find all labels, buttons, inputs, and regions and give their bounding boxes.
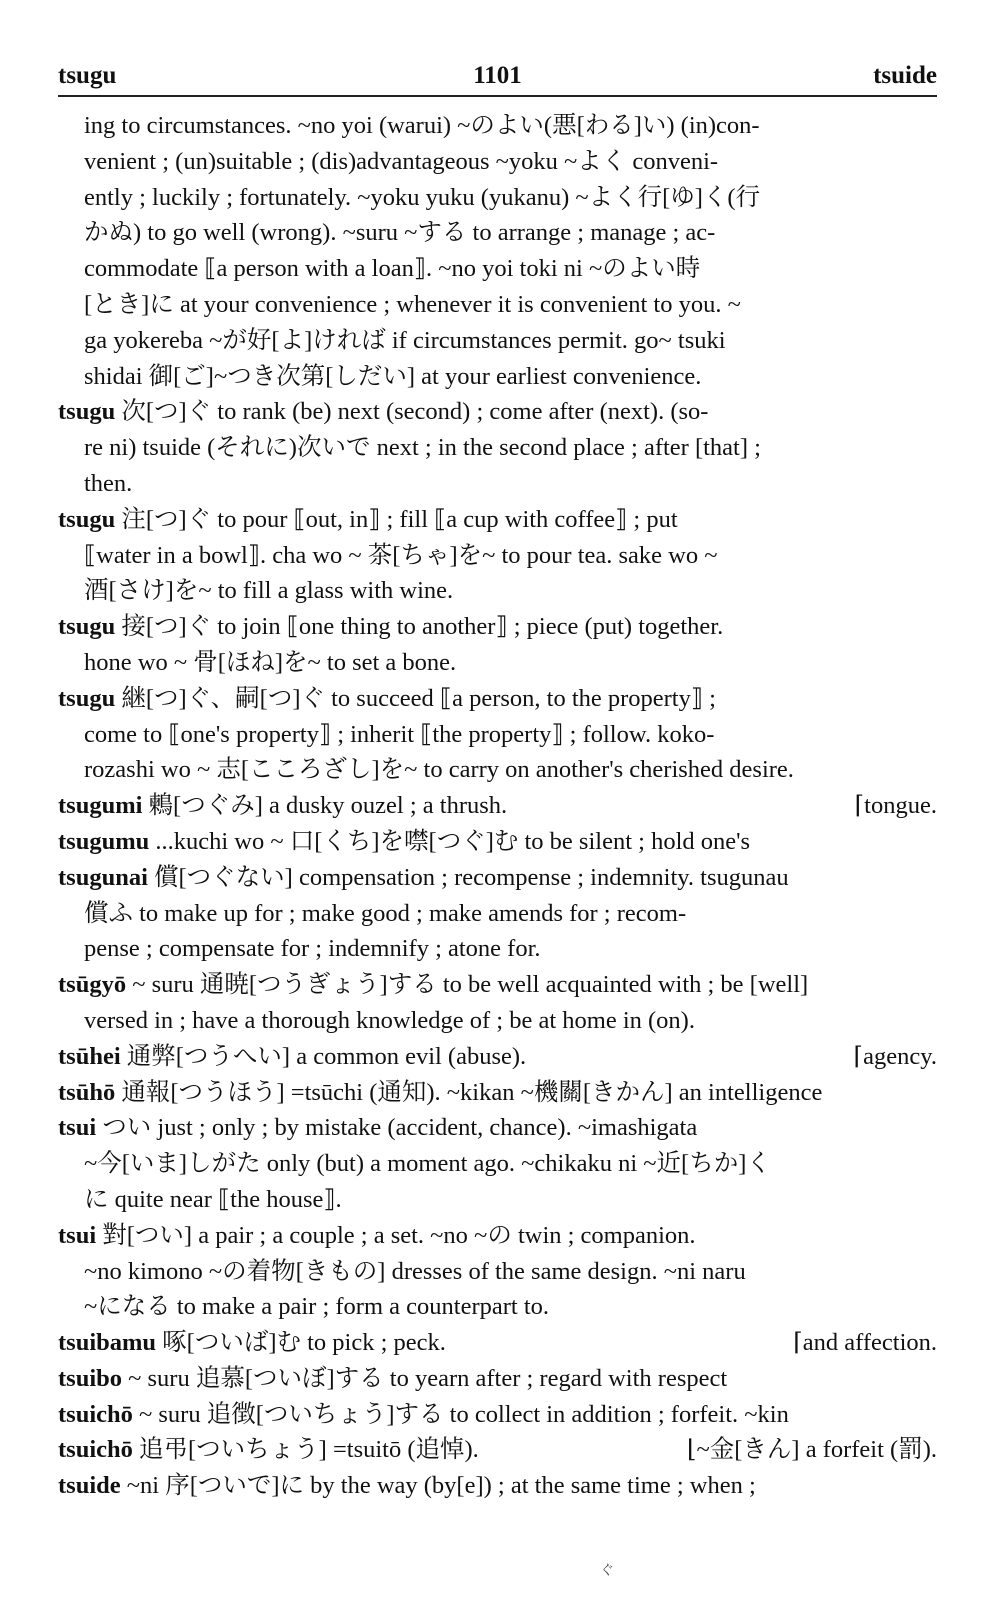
entry-text: かぬ) to go well (wrong). ~suru ~する to arrange ; manage ; ac-	[84, 219, 716, 247]
entry-text: に quite near ⟦the house⟧.	[84, 1185, 342, 1213]
entry-continuation-line	[58, 430, 937, 466]
entry-text: ently ; luckily ; fortunately. ~yoku yuku (yukanu) ~よく行[ゆ]く(行	[84, 183, 761, 211]
entry-continuation-line	[58, 108, 937, 144]
entry-continuation-line	[58, 931, 937, 967]
entry-headword-line	[58, 1432, 937, 1468]
entry-continuation-line	[58, 466, 937, 502]
entry-continuation-line	[58, 538, 937, 574]
entry-text: 酒[さけ]を~ to fill a glass with wine.	[84, 577, 454, 605]
entry-text: then.	[84, 469, 133, 497]
headword-term: tsui	[58, 1221, 97, 1249]
entry-headword-line	[58, 1468, 937, 1504]
headword-term: tsugu	[58, 613, 116, 641]
entry-headword-line	[58, 1325, 937, 1361]
headword-term: tsuide	[58, 1472, 121, 1500]
margin-continuation-note: ⌈agency.	[853, 1042, 937, 1070]
headword: tsugu 次[つ]ぐ to rank (be) next (second) ; come after (next). (so-	[58, 398, 709, 426]
headword-term: tsugu	[58, 505, 116, 533]
headword-term: tsūgyō	[58, 971, 127, 999]
headword: tsugumi 鶫[つぐみ] a dusky ouzel ; a thrush.	[58, 792, 508, 820]
entry-continuation-line	[58, 287, 937, 323]
headword: tsuichō 追弔[ついちょう] =tsuitō (追悼).	[58, 1436, 479, 1464]
headword: tsui 對[つい] a pair ; a couple ; a set. ~no ~の twin ; companion.	[58, 1221, 696, 1249]
headword: tsūhō 通報[つうほう] =tsūchi (通知). ~kikan ~機關[きかん] an intelligence	[58, 1078, 823, 1106]
headword: tsūhei 通弊[つうへい] a common evil (abuse).	[58, 1042, 527, 1070]
headword-term: tsugumi	[58, 792, 143, 820]
headword-term: tsugu	[58, 398, 116, 426]
entry-continuation-line	[58, 752, 937, 788]
headword: tsuibamu 啄[ついば]む to pick ; peck.	[58, 1329, 446, 1357]
entry-text: commodate ⟦a person with a loan⟧. ~no yoi toki ni ~のよい時	[84, 255, 701, 283]
entry-text: come to ⟦one's property⟧ ; inherit ⟦the property⟧ ; follow. koko-	[84, 720, 715, 748]
entry-text: re ni) tsuide (それに)次いで next ; in the second place ; after [that] ;	[84, 434, 761, 462]
entry-continuation-line	[58, 1289, 937, 1325]
page-header	[58, 50, 937, 90]
entry-headword-line	[58, 681, 937, 717]
entry-text: ~no kimono ~の着物[きもの] dresses of the same design. ~ni naru	[84, 1257, 746, 1285]
entry-headword-line	[58, 1110, 937, 1146]
entry-continuation-line	[58, 323, 937, 359]
entry-text: ~になる to make a pair ; form a counterpart to.	[84, 1293, 549, 1321]
entry-continuation-line	[58, 1146, 937, 1182]
headword: tsui つい just ; only ; by mistake (accident, chance). ~imashigata	[58, 1114, 698, 1142]
headword: tsugumu ...kuchi wo ~ 口[くち]を噤[つぐ]む to be silent ; hold one's	[58, 827, 751, 855]
entry-headword-line	[58, 1075, 937, 1111]
page-number: 1101	[473, 62, 522, 89]
margin-continuation-note: ⌊~金[きん] a forfeit (罰).	[686, 1436, 937, 1464]
entry-text: venient ; (un)suitable ; (dis)advantageous ~yoku ~よく conveni-	[84, 147, 719, 175]
entry-text: hone wo ~ 骨[ほね]を~ to set a bone.	[84, 648, 457, 676]
headword-term: tsūhei	[58, 1042, 121, 1070]
header-rule	[58, 95, 937, 97]
entry-headword-line	[58, 609, 937, 645]
entry-headword-line	[58, 394, 937, 430]
margin-continuation-note: ⌈and affection.	[793, 1329, 937, 1357]
headword-term: tsuichō	[58, 1436, 133, 1464]
entry-text: ⟦water in a bowl⟧. cha wo ~ 茶[ちゃ]を~ to pour tea. sake wo ~	[84, 541, 718, 569]
headword-term: tsui	[58, 1114, 97, 1142]
entry-text: ga yokereba ~が好[よ]ければ if circumstances permit. go~ tsuki	[84, 326, 726, 354]
entry-continuation-line	[58, 1003, 937, 1039]
headword: tsūgyō ~ suru 通暁[つうぎょう]する to be well acquainted with ; be [well]	[58, 971, 809, 999]
headword-term: tsugumu	[58, 827, 150, 855]
entry-headword-line	[58, 1218, 937, 1254]
headword: tsugu 継[つ]ぐ、嗣[つ]ぐ to succeed ⟦a person, to the property⟧ ;	[58, 684, 716, 712]
entry-continuation-line	[58, 251, 937, 287]
entry-text: rozashi wo ~ 志[こころざし]を~ to carry on another's cherished desire.	[84, 756, 794, 784]
headword-term: tsuibamu	[58, 1329, 157, 1357]
entry-headword-line	[58, 1397, 937, 1433]
entry-headword-line	[58, 788, 937, 824]
entry-continuation-line	[58, 1182, 937, 1218]
margin-continuation-note: ⌈tongue.	[854, 792, 937, 820]
entry-continuation-line	[58, 144, 937, 180]
entry-continuation-line	[58, 359, 937, 395]
entry-text: pense ; compensate for ; indemnify ; atone for.	[84, 935, 541, 963]
entry-text: 償ふ to make up for ; make good ; make amends for ; recom-	[84, 899, 687, 927]
headword: tsuibo ~ suru 追慕[ついぼ]する to yearn after ; regard with respect	[58, 1364, 728, 1392]
entry-headword-line	[58, 1039, 937, 1075]
entry-text: shidai 御[ご]~つき次第[しだい] at your earliest convenience.	[84, 362, 702, 390]
entry-text: versed in ; have a thorough knowledge of ; be at home in (on).	[84, 1006, 695, 1034]
headword-term: tsugunai	[58, 863, 148, 891]
entry-headword-line	[58, 1361, 937, 1397]
header-left-guide: tsugu	[58, 62, 117, 89]
entry-continuation-line	[58, 717, 937, 753]
entry-continuation-line	[58, 180, 937, 216]
headword: tsugu 注[つ]ぐ to pour ⟦out, in⟧ ; fill ⟦a cup with coffee⟧ ; put	[58, 505, 678, 533]
entry-headword-line	[58, 967, 937, 1003]
headword: tsugunai 償[つぐない] compensation ; recompense ; indemnity. tsugunau	[58, 863, 789, 891]
headword: tsuichō ~ suru 追徴[ついちょう]する to collect in addition ; forfeit. ~kin	[58, 1400, 789, 1428]
headword-term: tsuibo	[58, 1364, 123, 1392]
entry-headword-line	[58, 502, 937, 538]
entry-text: ing to circumstances. ~no yoi (warui) ~のよい(悪[わる]い) (in)con-	[84, 112, 760, 139]
headword-term: tsuichō	[58, 1400, 133, 1428]
entry-text: [とき]に at your convenience ; whenever it is convenient to you. ~	[84, 290, 741, 318]
headword-term: tsugu	[58, 684, 116, 712]
entry-text: ~今[いま]しがた only (but) a moment ago. ~chikaku ni ~近[ちか]く	[84, 1150, 771, 1178]
header-right-guide: tsuide	[873, 62, 937, 89]
entry-continuation-line	[58, 896, 937, 932]
entry-continuation-line	[58, 645, 937, 681]
entry-continuation-line	[58, 573, 937, 609]
entry-headword-line	[58, 824, 937, 860]
headword-term: tsūhō	[58, 1078, 116, 1106]
entry-headword-line	[58, 860, 937, 896]
footer-mark: ぐ	[600, 1564, 614, 1579]
headword: tsugu 接[つ]ぐ to join ⟦one thing to another⟧ ; piece (put) together.	[58, 613, 724, 641]
headword: tsuide ~ni 序[ついで]に by the way (by[e]) ; at the same time ; when ;	[58, 1472, 756, 1500]
entry-continuation-line	[58, 215, 937, 251]
entry-list	[58, 108, 937, 1504]
entry-continuation-line	[58, 1254, 937, 1290]
